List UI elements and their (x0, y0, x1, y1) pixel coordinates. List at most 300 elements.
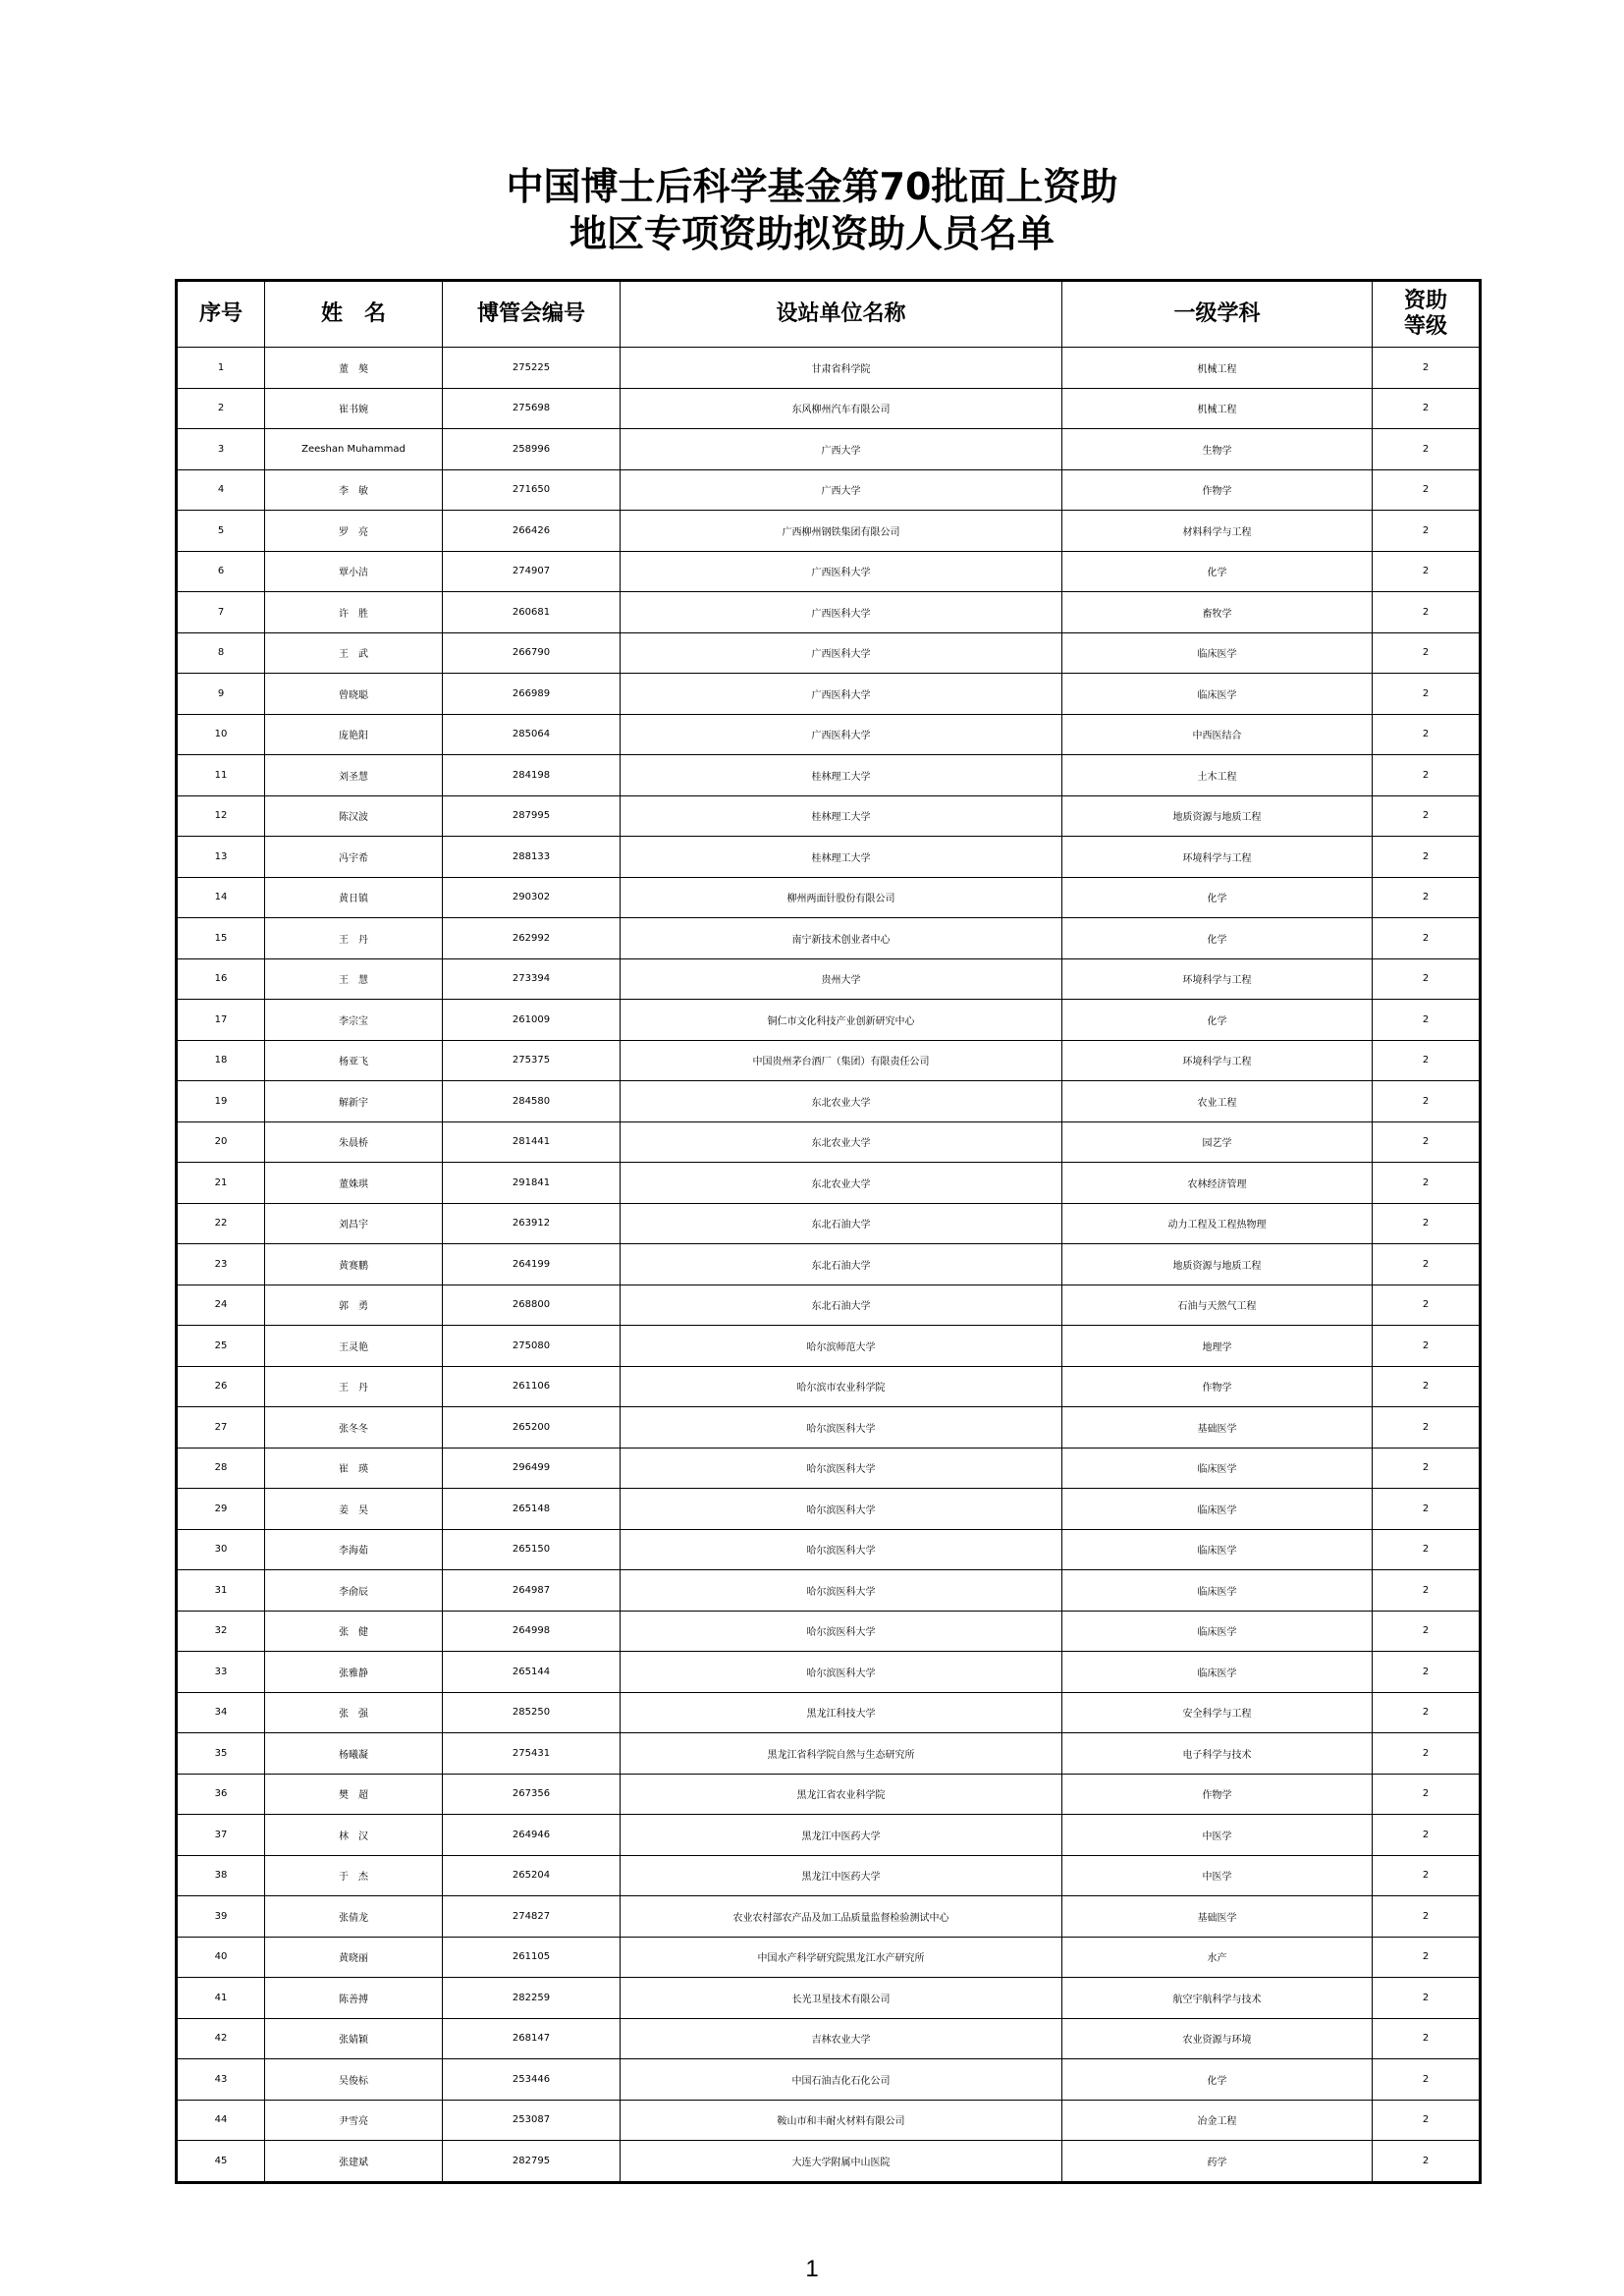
table-row (177, 592, 1481, 633)
discipline-cell: 临床医学 (1062, 1529, 1373, 1570)
code-cell: 264946 (443, 1815, 621, 1856)
code-cell: 258996 (443, 429, 621, 470)
unit-cell: 长光卫星技术有限公司 (621, 1978, 1062, 2019)
serial-number-cell: 36 (177, 1774, 265, 1815)
discipline-cell: 化学 (1062, 551, 1373, 592)
discipline-cell: 中医学 (1062, 1815, 1373, 1856)
code-cell: 275698 (443, 388, 621, 429)
unit-cell: 黑龙江科技大学 (621, 1692, 1062, 1733)
table-row (177, 1163, 1481, 1204)
name-cell: 李海茹 (265, 1529, 443, 1570)
code-cell: 275080 (443, 1326, 621, 1367)
unit-cell: 广西大学 (621, 469, 1062, 511)
discipline-cell: 土木工程 (1062, 755, 1373, 796)
serial-number-cell: 32 (177, 1611, 265, 1652)
discipline-cell: 作物学 (1062, 1774, 1373, 1815)
name-cell: 张建斌 (265, 2141, 443, 2183)
name-cell: 解新宇 (265, 1081, 443, 1122)
level-cell: 2 (1373, 1407, 1481, 1449)
unit-cell: 东北农业大学 (621, 1081, 1062, 1122)
discipline-cell: 材料科学与工程 (1062, 511, 1373, 552)
name-cell: 崔 瑛 (265, 1448, 443, 1489)
unit-cell: 东风柳州汽车有限公司 (621, 388, 1062, 429)
serial-number-cell: 13 (177, 837, 265, 878)
name-cell: 许 胜 (265, 592, 443, 633)
table-row (177, 714, 1481, 755)
table-row (177, 1937, 1481, 1978)
header-name: 姓 名 (265, 281, 443, 348)
code-cell: 263912 (443, 1203, 621, 1244)
unit-cell: 广西医科大学 (621, 714, 1062, 755)
name-cell: 王 武 (265, 632, 443, 674)
serial-number-cell: 29 (177, 1489, 265, 1530)
code-cell: 262992 (443, 918, 621, 959)
level-cell: 2 (1373, 388, 1481, 429)
table-row (177, 1000, 1481, 1041)
unit-cell: 东北石油大学 (621, 1244, 1062, 1285)
name-cell: 庞艳阳 (265, 714, 443, 755)
discipline-cell: 电子科学与技术 (1062, 1733, 1373, 1775)
code-cell: 261106 (443, 1366, 621, 1407)
table-row (177, 1529, 1481, 1570)
discipline-cell: 化学 (1062, 1000, 1373, 1041)
table-header-row (177, 281, 1481, 348)
document-title-line2: 地区专项资助拟资助人员名单 (568, 212, 1055, 255)
name-cell: 罗 亮 (265, 511, 443, 552)
code-cell: 284580 (443, 1081, 621, 1122)
name-cell: 林 汉 (265, 1815, 443, 1856)
level-cell: 2 (1373, 918, 1481, 959)
level-cell: 2 (1373, 755, 1481, 796)
unit-cell: 鞍山市和丰耐火材料有限公司 (621, 2100, 1062, 2141)
serial-number-cell: 23 (177, 1244, 265, 1285)
table-row (177, 429, 1481, 470)
serial-number-cell: 43 (177, 2059, 265, 2101)
unit-cell: 柳州两面针股份有限公司 (621, 877, 1062, 918)
discipline-cell: 化学 (1062, 877, 1373, 918)
table-row (177, 755, 1481, 796)
unit-cell: 哈尔滨医科大学 (621, 1570, 1062, 1612)
funding-roster-table (175, 279, 1482, 2184)
level-cell: 2 (1373, 1978, 1481, 2019)
table-row (177, 1326, 1481, 1367)
discipline-cell: 临床医学 (1062, 632, 1373, 674)
name-cell: 曾晓聪 (265, 674, 443, 715)
name-cell: 樊 超 (265, 1774, 443, 1815)
code-cell: 261105 (443, 1937, 621, 1978)
header-discipline: 一级学科 (1062, 281, 1373, 348)
unit-cell: 东北农业大学 (621, 1121, 1062, 1163)
discipline-cell: 基础医学 (1062, 1407, 1373, 1449)
unit-cell: 哈尔滨医科大学 (621, 1489, 1062, 1530)
unit-cell: 黑龙江省科学院自然与生态研究所 (621, 1733, 1062, 1775)
table-row (177, 388, 1481, 429)
level-cell: 2 (1373, 2059, 1481, 2101)
level-cell: 2 (1373, 1815, 1481, 1856)
discipline-cell: 安全科学与工程 (1062, 1692, 1373, 1733)
discipline-cell: 作物学 (1062, 1366, 1373, 1407)
unit-cell: 哈尔滨医科大学 (621, 1611, 1062, 1652)
discipline-cell: 航空宇航科学与技术 (1062, 1978, 1373, 2019)
code-cell: 265204 (443, 1855, 621, 1896)
serial-number-cell: 1 (177, 348, 265, 389)
serial-number-cell: 28 (177, 1448, 265, 1489)
level-cell: 2 (1373, 674, 1481, 715)
code-cell: 285064 (443, 714, 621, 755)
table-row (177, 1774, 1481, 1815)
table-row (177, 1611, 1481, 1652)
name-cell: 杨曦凝 (265, 1733, 443, 1775)
discipline-cell: 中医学 (1062, 1855, 1373, 1896)
code-cell: 275225 (443, 348, 621, 389)
name-cell: 黄赛鹏 (265, 1244, 443, 1285)
name-cell: 王 慧 (265, 958, 443, 1000)
unit-cell: 广西医科大学 (621, 674, 1062, 715)
name-cell: 张雅静 (265, 1652, 443, 1693)
unit-cell: 哈尔滨医科大学 (621, 1652, 1062, 1693)
level-cell: 2 (1373, 795, 1481, 837)
name-cell: 姜 昊 (265, 1489, 443, 1530)
code-cell: 268147 (443, 2018, 621, 2059)
code-cell: 265200 (443, 1407, 621, 1449)
code-cell: 288133 (443, 837, 621, 878)
name-cell: 刘昌宇 (265, 1203, 443, 1244)
discipline-cell: 农业资源与环境 (1062, 2018, 1373, 2059)
name-cell: 张冬冬 (265, 1407, 443, 1449)
discipline-cell: 环境科学与工程 (1062, 1040, 1373, 1081)
discipline-cell: 农业工程 (1062, 1081, 1373, 1122)
level-cell: 2 (1373, 1896, 1481, 1938)
unit-cell: 黑龙江中医药大学 (621, 1815, 1062, 1856)
discipline-cell: 环境科学与工程 (1062, 837, 1373, 878)
table-row (177, 1489, 1481, 1530)
table-row (177, 2018, 1481, 2059)
table-row (177, 2059, 1481, 2101)
table-row (177, 511, 1481, 552)
level-cell: 2 (1373, 1040, 1481, 1081)
code-cell: 265148 (443, 1489, 621, 1530)
serial-number-cell: 21 (177, 1163, 265, 1204)
serial-number-cell: 5 (177, 511, 265, 552)
discipline-cell: 地理学 (1062, 1326, 1373, 1367)
unit-cell: 黑龙江中医药大学 (621, 1855, 1062, 1896)
name-cell: 刘圣慧 (265, 755, 443, 796)
code-cell: 296499 (443, 1448, 621, 1489)
unit-cell: 中国水产科学研究院黑龙江水产研究所 (621, 1937, 1062, 1978)
serial-number-cell: 22 (177, 1203, 265, 1244)
discipline-cell: 生物学 (1062, 429, 1373, 470)
name-cell: 陈善搏 (265, 1978, 443, 2019)
serial-number-cell: 12 (177, 795, 265, 837)
discipline-cell: 地质资源与地质工程 (1062, 795, 1373, 837)
table-row (177, 674, 1481, 715)
level-cell: 2 (1373, 1733, 1481, 1775)
unit-cell: 大连大学附属中山医院 (621, 2141, 1062, 2183)
discipline-cell: 中西医结合 (1062, 714, 1373, 755)
discipline-cell: 临床医学 (1062, 1448, 1373, 1489)
discipline-cell: 化学 (1062, 2059, 1373, 2101)
code-cell: 260681 (443, 592, 621, 633)
name-cell: 李 敏 (265, 469, 443, 511)
level-cell: 2 (1373, 429, 1481, 470)
table-row (177, 1652, 1481, 1693)
serial-number-cell: 20 (177, 1121, 265, 1163)
name-cell: 崔书婉 (265, 388, 443, 429)
level-cell: 2 (1373, 1163, 1481, 1204)
unit-cell: 哈尔滨市农业科学院 (621, 1366, 1062, 1407)
header-level-line2: 等级 (1403, 314, 1447, 339)
name-cell: 尹雪亮 (265, 2100, 443, 2141)
level-cell: 2 (1373, 1081, 1481, 1122)
level-cell: 2 (1373, 348, 1481, 389)
code-cell: 265150 (443, 1529, 621, 1570)
serial-number-cell: 9 (177, 674, 265, 715)
discipline-cell: 石油与天然气工程 (1062, 1285, 1373, 1326)
table-row (177, 837, 1481, 878)
level-cell: 2 (1373, 1855, 1481, 1896)
code-cell: 275431 (443, 1733, 621, 1775)
serial-number-cell: 38 (177, 1855, 265, 1896)
discipline-cell: 水产 (1062, 1937, 1373, 1978)
serial-number-cell: 15 (177, 918, 265, 959)
table-row (177, 1203, 1481, 1244)
code-cell: 266426 (443, 511, 621, 552)
serial-number-cell: 44 (177, 2100, 265, 2141)
table-row (177, 877, 1481, 918)
name-cell: 李俞辰 (265, 1570, 443, 1612)
unit-cell: 哈尔滨师范大学 (621, 1326, 1062, 1367)
page-number: 1 (805, 2256, 819, 2282)
code-cell: 284198 (443, 755, 621, 796)
level-cell: 2 (1373, 1244, 1481, 1285)
discipline-cell: 畜牧学 (1062, 592, 1373, 633)
serial-number-cell: 2 (177, 388, 265, 429)
code-cell: 290302 (443, 877, 621, 918)
table-row (177, 1244, 1481, 1285)
name-cell: 王 丹 (265, 918, 443, 959)
unit-cell: 吉林农业大学 (621, 2018, 1062, 2059)
unit-cell: 桂林理工大学 (621, 755, 1062, 796)
code-cell: 273394 (443, 958, 621, 1000)
level-cell: 2 (1373, 551, 1481, 592)
serial-number-cell: 17 (177, 1000, 265, 1041)
table-row (177, 1570, 1481, 1612)
name-cell: 于 杰 (265, 1855, 443, 1896)
serial-number-cell: 34 (177, 1692, 265, 1733)
table-row (177, 1081, 1481, 1122)
unit-cell: 铜仁市文化科技产业创新研究中心 (621, 1000, 1062, 1041)
serial-number-cell: 3 (177, 429, 265, 470)
name-cell: Zeeshan Muhammad (265, 429, 443, 470)
table-row (177, 1121, 1481, 1163)
discipline-cell: 环境科学与工程 (1062, 958, 1373, 1000)
name-cell: 黄晓丽 (265, 1937, 443, 1978)
table-row (177, 1448, 1481, 1489)
unit-cell: 广西医科大学 (621, 592, 1062, 633)
code-cell: 265144 (443, 1652, 621, 1693)
level-cell: 2 (1373, 1774, 1481, 1815)
level-cell: 2 (1373, 1366, 1481, 1407)
unit-cell: 中国贵州茅台酒厂（集团）有限责任公司 (621, 1040, 1062, 1081)
unit-cell: 哈尔滨医科大学 (621, 1448, 1062, 1489)
table-row (177, 2141, 1481, 2183)
name-cell: 王 丹 (265, 1366, 443, 1407)
unit-cell: 甘肃省科学院 (621, 348, 1062, 389)
unit-cell: 东北石油大学 (621, 1285, 1062, 1326)
unit-cell: 南宁新技术创业者中心 (621, 918, 1062, 959)
code-cell: 285250 (443, 1692, 621, 1733)
table-row (177, 1978, 1481, 2019)
name-cell: 董姝琪 (265, 1163, 443, 1204)
unit-cell: 广西医科大学 (621, 632, 1062, 674)
level-cell: 2 (1373, 1000, 1481, 1041)
discipline-cell: 临床医学 (1062, 1489, 1373, 1530)
level-cell: 2 (1373, 511, 1481, 552)
serial-number-cell: 7 (177, 592, 265, 633)
serial-number-cell: 26 (177, 1366, 265, 1407)
code-cell: 274907 (443, 551, 621, 592)
discipline-cell: 临床医学 (1062, 1652, 1373, 1693)
code-cell: 274827 (443, 1896, 621, 1938)
name-cell: 张婧颖 (265, 2018, 443, 2059)
code-cell: 266989 (443, 674, 621, 715)
table-row (177, 2100, 1481, 2141)
level-cell: 2 (1373, 1570, 1481, 1612)
code-cell: 275375 (443, 1040, 621, 1081)
table-row (177, 1855, 1481, 1896)
code-cell: 264998 (443, 1611, 621, 1652)
name-cell: 张 强 (265, 1692, 443, 1733)
level-cell: 2 (1373, 837, 1481, 878)
level-cell: 2 (1373, 1121, 1481, 1163)
level-cell: 2 (1373, 877, 1481, 918)
serial-number-cell: 18 (177, 1040, 265, 1081)
unit-cell: 东北农业大学 (621, 1163, 1062, 1204)
serial-number-cell: 45 (177, 2141, 265, 2183)
code-cell: 253446 (443, 2059, 621, 2101)
table-row (177, 551, 1481, 592)
code-cell: 264987 (443, 1570, 621, 1612)
level-cell: 2 (1373, 1937, 1481, 1978)
name-cell: 王灵艳 (265, 1326, 443, 1367)
code-cell: 261009 (443, 1000, 621, 1041)
name-cell: 郭 勇 (265, 1285, 443, 1326)
code-cell: 281441 (443, 1121, 621, 1163)
serial-number-cell: 30 (177, 1529, 265, 1570)
unit-cell: 贵州大学 (621, 958, 1062, 1000)
discipline-cell: 冶金工程 (1062, 2100, 1373, 2141)
level-cell: 2 (1373, 714, 1481, 755)
unit-cell: 桂林理工大学 (621, 795, 1062, 837)
discipline-cell: 机械工程 (1062, 348, 1373, 389)
name-cell: 张倩龙 (265, 1896, 443, 1938)
level-cell: 2 (1373, 1611, 1481, 1652)
unit-cell: 桂林理工大学 (621, 837, 1062, 878)
serial-number-cell: 31 (177, 1570, 265, 1612)
unit-cell: 广西医科大学 (621, 551, 1062, 592)
header-level (1373, 281, 1481, 348)
serial-number-cell: 10 (177, 714, 265, 755)
serial-number-cell: 39 (177, 1896, 265, 1938)
table-row (177, 1285, 1481, 1326)
serial-number-cell: 4 (177, 469, 265, 511)
code-cell: 291841 (443, 1163, 621, 1204)
table-row (177, 469, 1481, 511)
document-title-line1: 中国博士后科学基金第70批面上资助 (506, 165, 1118, 208)
name-cell: 杨亚飞 (265, 1040, 443, 1081)
serial-number-cell: 33 (177, 1652, 265, 1693)
name-cell: 吴俊标 (265, 2059, 443, 2101)
serial-number-cell: 37 (177, 1815, 265, 1856)
name-cell: 覃小洁 (265, 551, 443, 592)
serial-number-cell: 42 (177, 2018, 265, 2059)
table-row (177, 1040, 1481, 1081)
header-unit: 设站单位名称 (621, 281, 1062, 348)
discipline-cell: 临床医学 (1062, 674, 1373, 715)
discipline-cell: 园艺学 (1062, 1121, 1373, 1163)
unit-cell: 农业农村部农产品及加工品质量监督检验测试中心 (621, 1896, 1062, 1938)
code-cell: 282259 (443, 1978, 621, 2019)
unit-cell: 广西大学 (621, 429, 1062, 470)
level-cell: 2 (1373, 1692, 1481, 1733)
discipline-cell: 临床医学 (1062, 1611, 1373, 1652)
discipline-cell: 临床医学 (1062, 1570, 1373, 1612)
name-cell: 朱晨桥 (265, 1121, 443, 1163)
serial-number-cell: 35 (177, 1733, 265, 1775)
serial-number-cell: 6 (177, 551, 265, 592)
level-cell: 2 (1373, 2141, 1481, 2183)
level-cell: 2 (1373, 1203, 1481, 1244)
serial-number-cell: 25 (177, 1326, 265, 1367)
discipline-cell: 地质资源与地质工程 (1062, 1244, 1373, 1285)
serial-number-cell: 24 (177, 1285, 265, 1326)
code-cell: 287995 (443, 795, 621, 837)
level-cell: 2 (1373, 958, 1481, 1000)
unit-cell: 广西柳州钢铁集团有限公司 (621, 511, 1062, 552)
level-cell: 2 (1373, 1529, 1481, 1570)
level-cell: 2 (1373, 1326, 1481, 1367)
table-row (177, 1896, 1481, 1938)
header-level-line1: 资助 (1403, 289, 1447, 313)
discipline-cell: 动力工程及工程热物理 (1062, 1203, 1373, 1244)
name-cell: 陈汉波 (265, 795, 443, 837)
table-row (177, 632, 1481, 674)
code-cell: 282795 (443, 2141, 621, 2183)
code-cell: 267356 (443, 1774, 621, 1815)
code-cell: 266790 (443, 632, 621, 674)
discipline-cell: 化学 (1062, 918, 1373, 959)
level-cell: 2 (1373, 2100, 1481, 2141)
table-row (177, 918, 1481, 959)
table-row (177, 958, 1481, 1000)
unit-cell: 哈尔滨医科大学 (621, 1407, 1062, 1449)
table-body (177, 348, 1481, 2183)
serial-number-cell: 40 (177, 1937, 265, 1978)
level-cell: 2 (1373, 1489, 1481, 1530)
unit-cell: 黑龙江省农业科学院 (621, 1774, 1062, 1815)
level-cell: 2 (1373, 632, 1481, 674)
table-row (177, 1692, 1481, 1733)
discipline-cell: 作物学 (1062, 469, 1373, 511)
level-cell: 2 (1373, 1285, 1481, 1326)
table-row (177, 1733, 1481, 1775)
code-cell: 268800 (443, 1285, 621, 1326)
level-cell: 2 (1373, 2018, 1481, 2059)
serial-number-cell: 27 (177, 1407, 265, 1449)
name-cell: 张 健 (265, 1611, 443, 1652)
name-cell: 李宗宝 (265, 1000, 443, 1041)
unit-cell: 东北石油大学 (621, 1203, 1062, 1244)
